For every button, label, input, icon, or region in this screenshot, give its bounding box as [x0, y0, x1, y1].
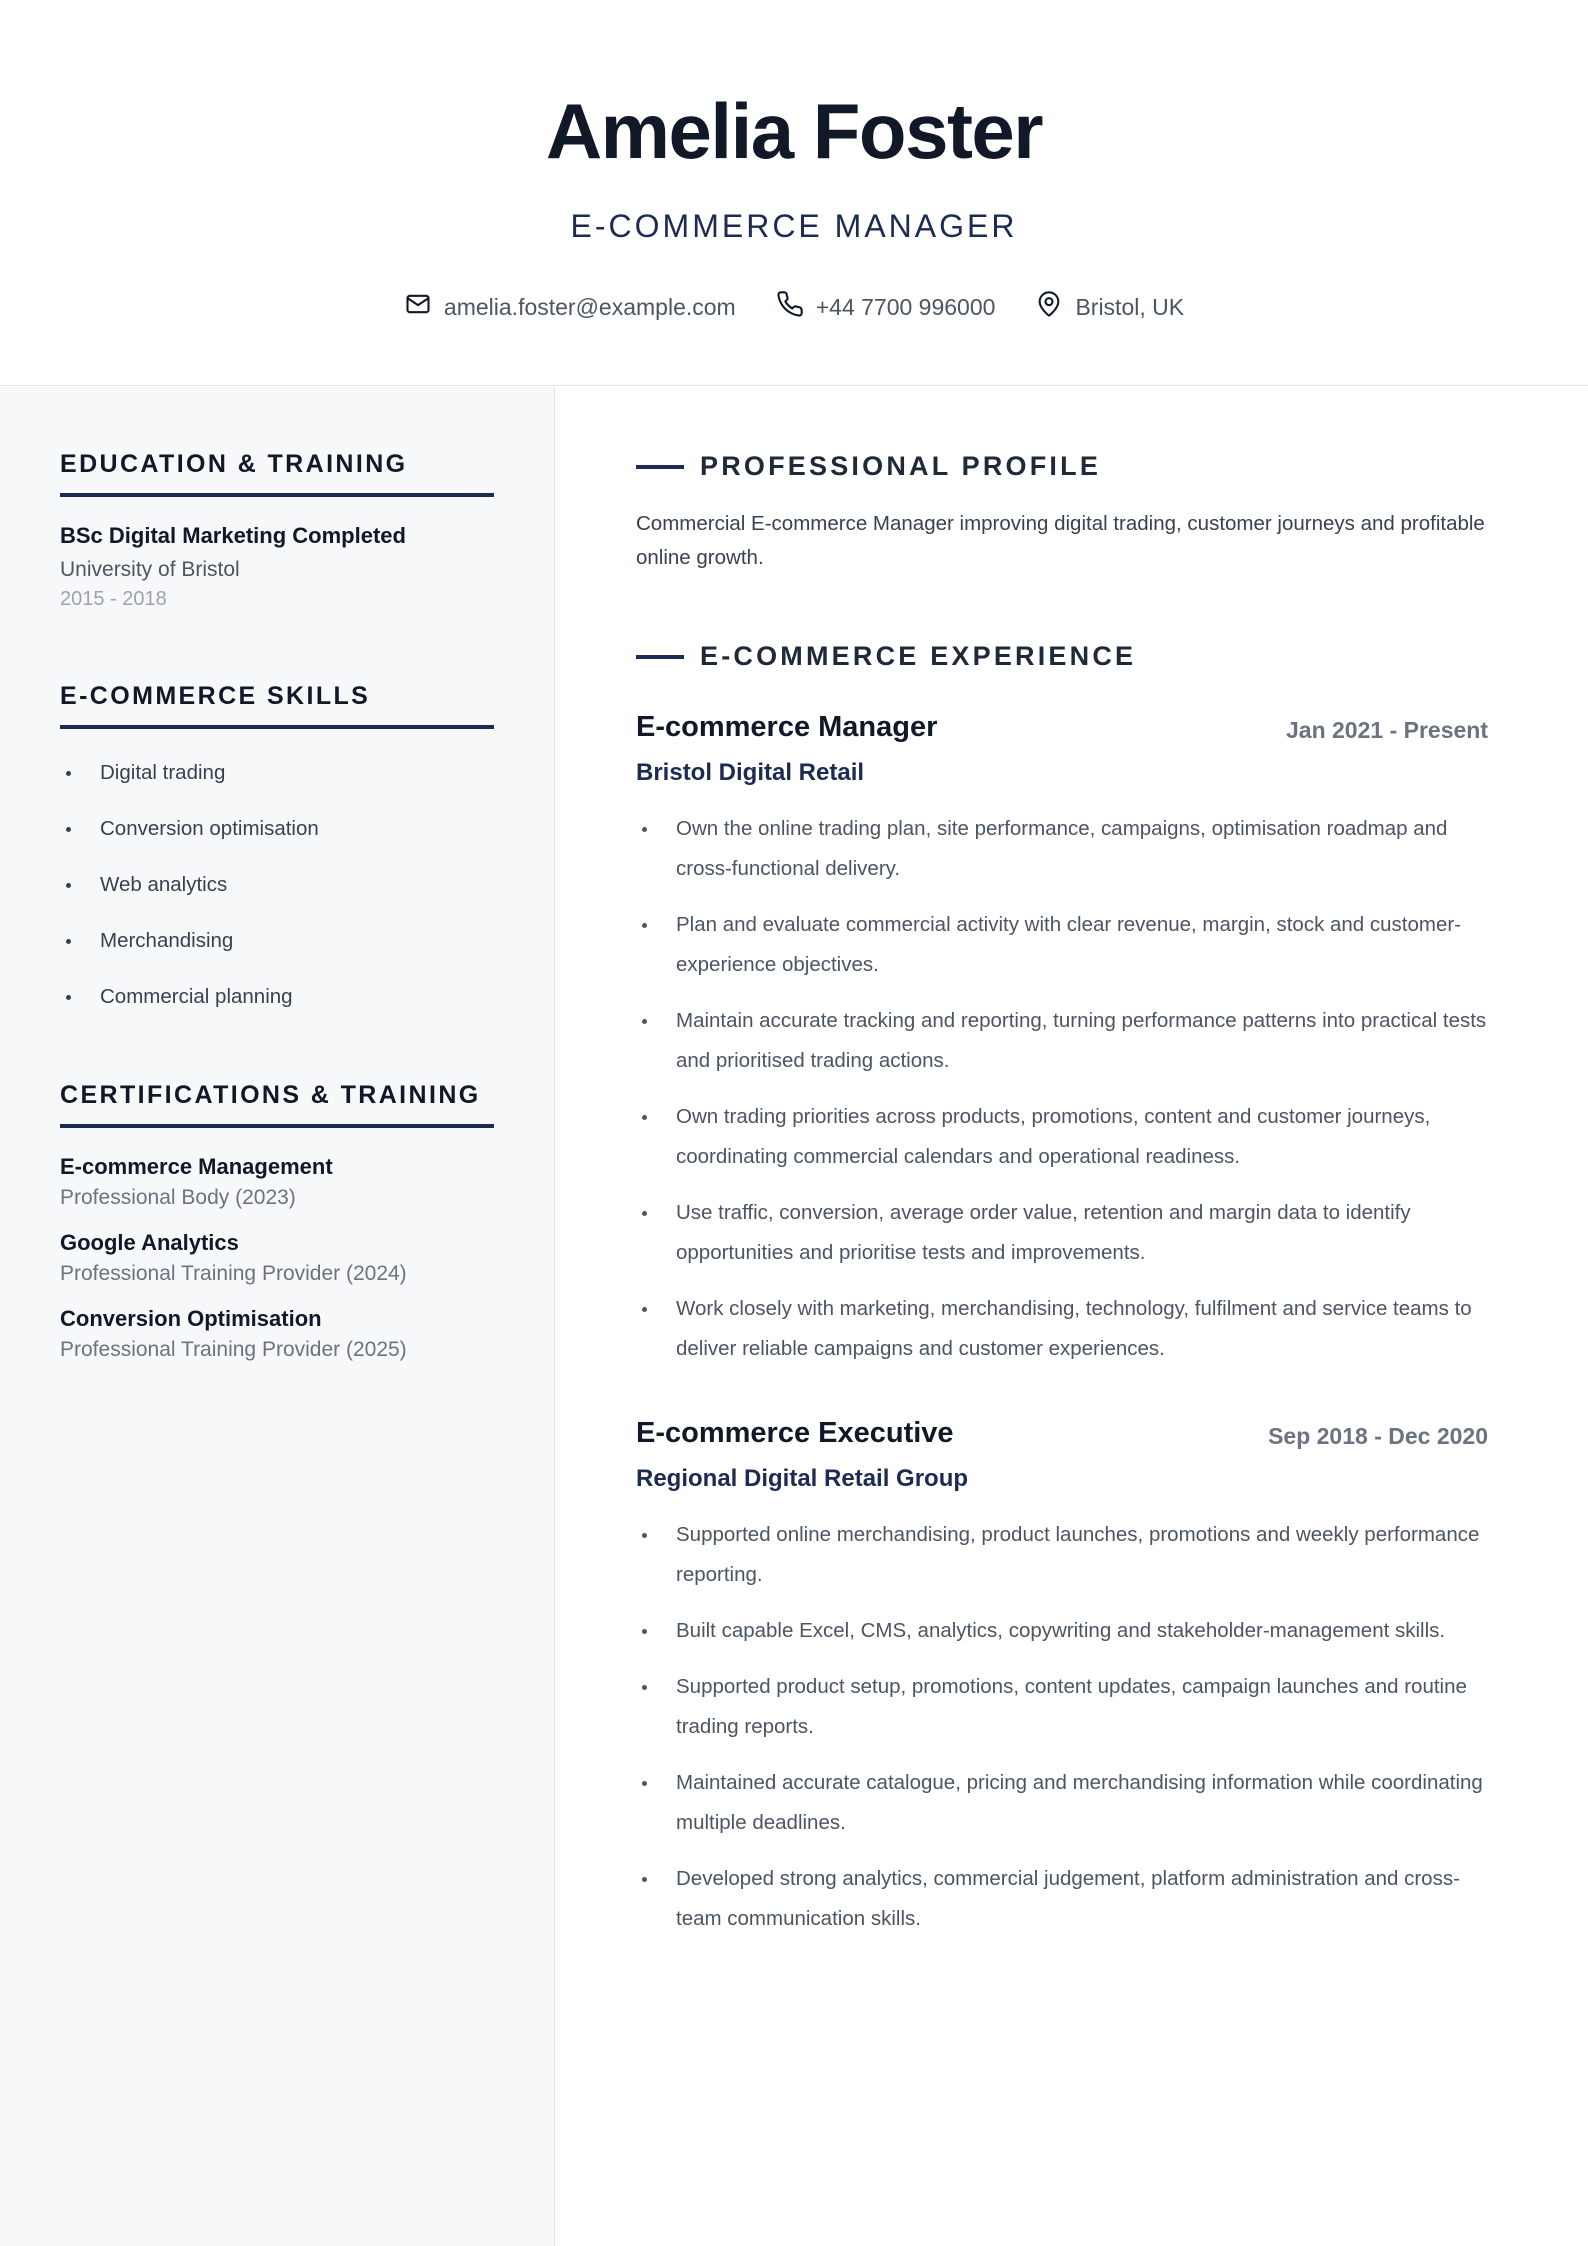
heading-accent-bar [636, 655, 684, 659]
sidebar [0, 387, 555, 2246]
education-school: University of Bristol [60, 558, 240, 581]
list-item: Use traffic, conversion, average order value, retention and margin data to identify opportunities and prioritise tests and improvements. [636, 1193, 1488, 1273]
skills-section [60, 682, 494, 1031]
list-item: Supported online merchandising, product launches, promotions and weekly performance reporting. [636, 1515, 1488, 1595]
phone-text: +44 7700 996000 [815, 293, 996, 320]
job-dates: Jan 2021 - Present [1285, 717, 1488, 743]
list-item: Merchandising [60, 919, 494, 975]
certification-item [60, 1154, 494, 1210]
location-text: Bristol, UK [1075, 293, 1185, 320]
certification-name: Google Analytics [60, 1230, 239, 1255]
list-item: Work closely with marketing, merchandising, technology, fulfilment and service teams to deliver reliable campaigns and customer experiences. [636, 1289, 1488, 1369]
list-item: Digital trading [60, 751, 494, 807]
skills-list [60, 751, 494, 1031]
list-item: Own the online trading plan, site performance, campaigns, optimisation roadmap and cross-functional delivery. [636, 809, 1488, 889]
job-bullets [636, 809, 1488, 1369]
certification-org: Professional Training Provider (2025) [60, 1338, 407, 1361]
job-company: Bristol Digital Retail [636, 759, 865, 786]
education-section [60, 450, 494, 611]
contact-location [1035, 290, 1184, 324]
list-item: Developed strong analytics, commercial judgement, platform administration and cross-team communication skills. [636, 1859, 1488, 1939]
candidate-role: E-COMMERCE MANAGER [570, 208, 1018, 244]
list-item: Commercial planning [60, 975, 494, 1031]
list-item: Plan and evaluate commercial activity with clear revenue, margin, stock and customer-experience objectives. [636, 905, 1488, 985]
main-content [556, 387, 1588, 2246]
job-header [636, 711, 1488, 751]
education-degree: BSc Digital Marketing Completed [60, 523, 406, 548]
list-item: Conversion optimisation [60, 807, 494, 863]
mail-icon [404, 290, 432, 324]
email-text: amelia.foster@example.com [443, 293, 736, 320]
profile-heading [636, 451, 1101, 482]
skills-title: E-COMMERCE SKILLS [60, 682, 494, 729]
list-item: Built capable Excel, CMS, analytics, copywriting and stakeholder-management skills. [636, 1611, 1488, 1651]
job-title: E-commerce Manager [636, 711, 938, 743]
contact-phone[interactable] [776, 290, 996, 324]
job-entry [636, 711, 1488, 1385]
phone-icon [776, 290, 804, 324]
profile-text: Commercial E-commerce Manager improving digital trading, customer journeys and profitable online growth. [636, 512, 1485, 569]
certification-name: E-commerce Management [60, 1154, 333, 1179]
job-header [636, 1417, 1488, 1457]
certification-org: Professional Body (2023) [60, 1186, 296, 1209]
list-item: Maintained accurate catalogue, pricing and merchandising information while coordinating multiple deadlines. [636, 1763, 1488, 1843]
job-bullets [636, 1515, 1488, 1939]
location-pin-icon [1035, 290, 1063, 324]
certifications-title: CERTIFICATIONS & TRAINING [60, 1081, 494, 1128]
experience-heading [636, 641, 1136, 672]
resume-header [0, 0, 1588, 386]
profile-title: PROFESSIONAL PROFILE [700, 451, 1102, 481]
contact-row [0, 290, 1588, 324]
candidate-name: Amelia Foster [545, 87, 1043, 175]
list-item: Maintain accurate tracking and reporting, turning performance patterns into practical tests and prioritised trading actions. [636, 1001, 1488, 1081]
list-item: Supported product setup, promotions, content updates, campaign launches and routine trading reports. [636, 1667, 1488, 1747]
certification-org: Professional Training Provider (2024) [60, 1262, 407, 1285]
list-item: Web analytics [60, 863, 494, 919]
list-item: Own trading priorities across products, promotions, content and customer journeys, coordinating commercial calendars and operational readiness. [636, 1097, 1488, 1177]
job-company: Regional Digital Retail Group [636, 1465, 969, 1492]
certifications-section [60, 1081, 494, 1362]
education-years: 2015 - 2018 [60, 588, 167, 610]
education-title: EDUCATION & TRAINING [60, 450, 494, 497]
experience-title: E-COMMERCE EXPERIENCE [700, 641, 1137, 671]
certification-item [60, 1306, 494, 1362]
certification-item [60, 1230, 494, 1286]
job-entry [636, 1417, 1488, 1955]
certification-name: Conversion Optimisation [60, 1306, 322, 1331]
job-title: E-commerce Executive [636, 1417, 954, 1449]
heading-accent-bar [636, 465, 684, 469]
contact-email[interactable] [404, 290, 736, 324]
job-dates: Sep 2018 - Dec 2020 [1268, 1423, 1488, 1449]
